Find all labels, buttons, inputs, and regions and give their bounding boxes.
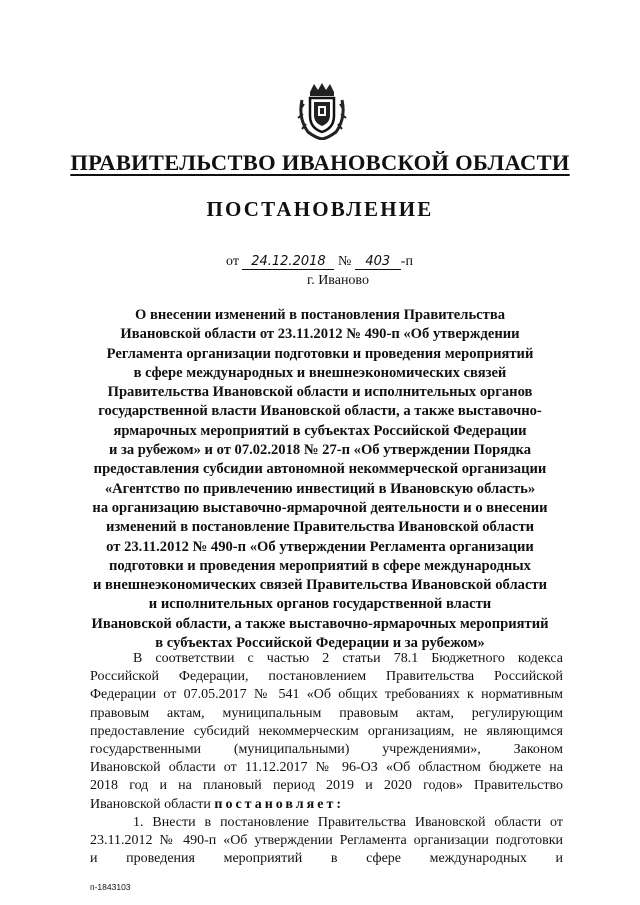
number-prefix: № (337, 254, 352, 269)
coat-of-arms-icon (296, 82, 348, 140)
body-line: правовым актам, муниципальным правовым актам, регулирующим (90, 705, 563, 721)
body-line: Российской Федерации, постановлением Правительства Российской (90, 669, 563, 685)
body-line: 1. Внести в постановление Правительства Ивановской области от (133, 814, 563, 830)
body-line: предоставление субсидий некоммерческим организациям, не являющимся (90, 723, 563, 739)
number-suffix: -п (400, 254, 413, 269)
subject-line: и за рубежом» и от 07.02.2018 № 27-п «Об утверждении Порядка (108, 442, 532, 459)
body-line: Федерации от 07.05.2017 № 541 «Об общих требованиях к нормативным (90, 687, 563, 703)
body-line-resolve (90, 796, 563, 814)
subject-line: в сфере международных и внешнеэкономических связей (133, 364, 507, 381)
body-line: и проведения мероприятий в сфере международных и (90, 851, 563, 867)
body-line: Ивановской области (90, 796, 211, 812)
body-line: В соответствии с частью 2 статьи 78.1 Бюджетного кодекса (133, 651, 563, 666)
body-line: 23.11.2012 № 490-п «Об утверждении Регламента организации подготовки (90, 833, 563, 849)
subject-line: О внесении изменений в постановления Правительства (134, 307, 506, 323)
subject-line: и внешнеэкономических связей Правительства Ивановской области (92, 577, 548, 594)
document-body (90, 650, 563, 868)
government-title: ПРАВИТЕЛЬСТВО ИВАНОВСКОЙ ОБЛАСТИ (70, 150, 570, 175)
body-line: 2018 год и на плановый период 2019 и 2020 годов» Правительство (90, 778, 563, 794)
subject-line: Регламента организации подготовки и проведения мероприятий (106, 345, 534, 362)
subject-line: изменений в постановление Правительства Ивановской области (105, 519, 535, 536)
resolve-word: постановляет: (214, 796, 344, 812)
subject-line: предоставления субсидии автономной некоммерческой организации (93, 461, 547, 478)
subject-line: Ивановской области, а также выставочно-ярмарочных мероприятий (91, 615, 549, 632)
subject-line: и исполнительных органов государственной власти (148, 596, 492, 613)
body-line: Ивановской области от 11.12.2017 № 96-ОЗ «Об областном бюджете на (90, 760, 563, 776)
subject-line: Ивановской области от 23.11.2012 № 490-п «Об утверждении (120, 326, 520, 343)
document-number: 403 (355, 255, 401, 270)
document-type: ПОСТАНОВЛЕНИЕ (206, 197, 434, 221)
subject-line: ярмарочных мероприятий в субъектах Российской Федерации (113, 422, 527, 439)
subject-line: государственной власти Ивановской области, а также выставочно- (98, 403, 542, 420)
subject-line: на организацию выставочно-ярмарочной деятельности и о внесении (92, 499, 548, 516)
footer-code: п-1843103 (90, 882, 131, 892)
city: г. Иваново (307, 273, 369, 288)
subject-line: от 23.11.2012 № 490-п «Об утверждении Регламента организации (106, 538, 534, 555)
subject-line: Правительства Ивановской области и исполнительных органов (107, 384, 533, 401)
subject-line: «Агентство по привлечению инвестиций в Ивановскую область» (104, 480, 536, 497)
body-line: государственными (муниципальными) учреждениями», Законом (90, 742, 563, 758)
subject-line: подготовки и проведения мероприятий в сфере международных (109, 557, 531, 574)
document-date: 24.12.2018 (242, 255, 334, 270)
date-prefix: от (226, 254, 239, 269)
date-number-line (226, 254, 413, 270)
subject-line: в субъектах Российской Федерации и за рубежом» (155, 635, 485, 652)
document-subject (70, 306, 570, 653)
